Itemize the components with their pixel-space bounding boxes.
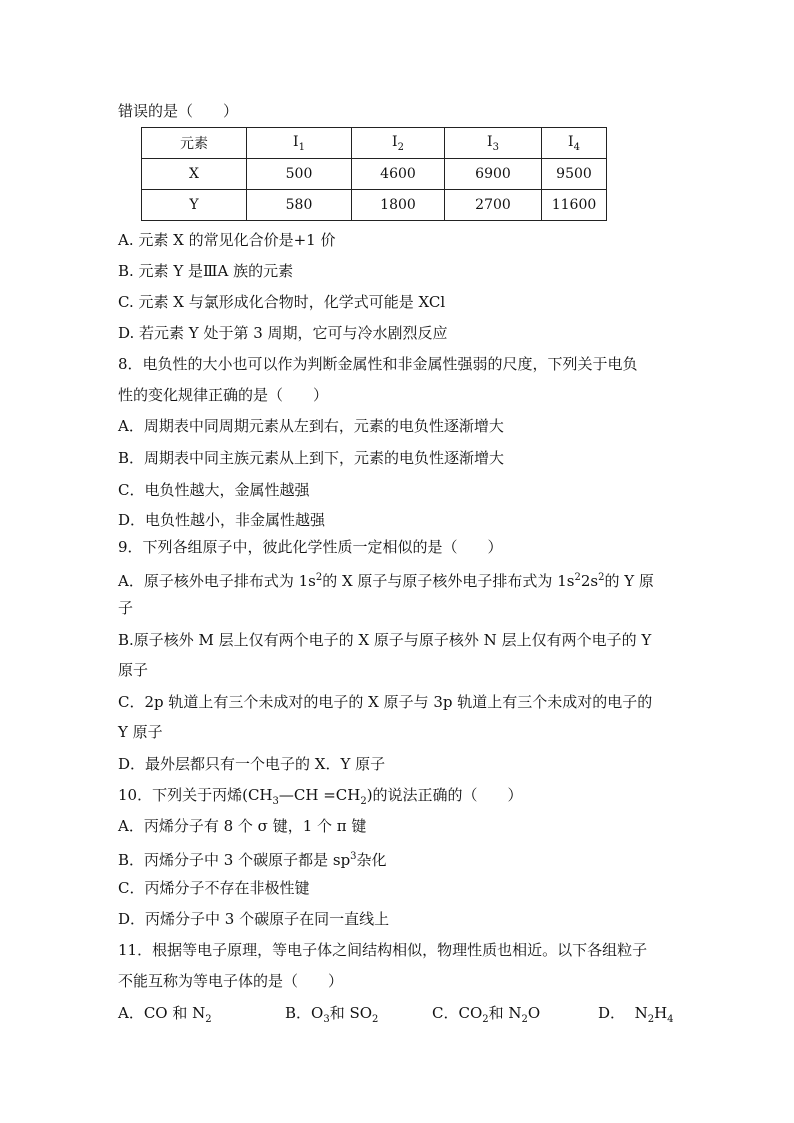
q9-stem: 9．下列各组原子中，彼此化学性质一定相似的是（ ） — [118, 538, 503, 556]
subscript: 3 — [323, 1014, 330, 1025]
q8-option-a: A．周期表中同周期元素从左到右，元素的电负性逐渐增大 — [118, 417, 504, 435]
text-run: 和 N — [488, 1004, 522, 1022]
text-run: B．O — [285, 1004, 324, 1022]
q10-option-a: A．丙烯分子有 8 个 σ 键，1 个 π 键 — [118, 817, 367, 835]
q9-option-b-line-1: B.原子核外 M 层上仅有两个电子的 X 原子与原子核外 N 层上仅有两个电子的 Y — [118, 631, 652, 649]
text-run: 2s — [580, 572, 599, 590]
table-cell: 6900 — [445, 159, 542, 190]
subscript: 1 — [298, 141, 305, 153]
text-run: —CH =CH — [278, 786, 361, 804]
subscript: 2 — [647, 1014, 655, 1025]
ionization-energy-table — [141, 127, 607, 221]
q9-option-a-line-2: 子 — [118, 599, 134, 617]
q8-stem-line-1: 8．电负性的大小也可以作为判断金属性和非金属性强弱的尺度，下列关于电负 — [118, 355, 638, 373]
text-run: 的 X 原子与原子核外电子排布式为 1s — [322, 572, 575, 590]
superscript: 2 — [574, 572, 581, 583]
text-run: B．丙烯分子中 3 个碳原子都是 sp — [118, 851, 351, 869]
superscript: 2 — [315, 572, 323, 583]
q9-option-c-line-1: C．2p 轨道上有三个未成对的电子的 X 原子与 3p 轨道上有三个未成对的电子的 — [118, 693, 653, 711]
subscript: 4 — [667, 1014, 674, 1025]
table-header-cell: 元素 — [142, 128, 247, 159]
table-cell: 580 — [247, 190, 352, 221]
subscript: 2 — [205, 1014, 212, 1025]
text-run: C．CO — [432, 1004, 483, 1022]
q9-option-c-line-2: Y 原子 — [118, 723, 163, 741]
table-cell: 1800 — [352, 190, 445, 221]
q10-option-b — [118, 847, 387, 870]
q8-stem-line-2: 性的变化规律正确的是（ ） — [118, 386, 329, 404]
table-cell: X — [142, 159, 247, 190]
q8-option-c: C．电负性越大，金属性越强 — [118, 481, 310, 499]
q10-option-c: C．丙烯分子不存在非极性键 — [118, 879, 310, 897]
table-row — [142, 190, 607, 221]
subscript: 2 — [360, 796, 367, 807]
text-run: 的 Y 原 — [604, 572, 654, 590]
q11-option-c — [432, 1003, 540, 1030]
table-cell: 2700 — [445, 190, 542, 221]
table-header-row — [142, 128, 607, 159]
subscript: 3 — [272, 796, 279, 807]
q7-option-d: D. 若元素 Y 处于第 3 周期，它可与冷水剧烈反应 — [118, 324, 448, 342]
subscript: 2 — [397, 141, 404, 153]
table-header-cell: $I_1$ — [247, 128, 352, 159]
text-run: H — [654, 1004, 668, 1022]
q11-stem-line-1: 11．根据等电子原理，等电子体之间结构相似，物理性质也相近。以下各组粒子 — [118, 941, 648, 959]
q9-option-d: D．最外层都只有一个电子的 X．Y 原子 — [118, 755, 386, 773]
subscript: 2 — [372, 1014, 379, 1025]
q10-stem — [118, 785, 523, 812]
q7-option-c: C. 元素 X 与氯形成化合物时，化学式可能是 XCl — [118, 293, 446, 311]
text-run: N — [634, 1004, 648, 1022]
table-header-cell: $I_4$ — [542, 128, 607, 159]
q7-option-b: B. 元素 Y 是ⅢA 族的元素 — [118, 262, 294, 280]
table-cell: Y — [142, 190, 247, 221]
subscript: 2 — [482, 1014, 489, 1025]
text-run: A．CO 和 N — [118, 1004, 206, 1022]
text-run: 10．下列关于丙烯(CH — [118, 786, 273, 804]
q7-stem-tail: 错误的是（ ） — [118, 102, 239, 120]
q11-stem-line-2: 不能互称为等电子体的是（ ） — [118, 972, 344, 990]
q11-option-a — [118, 1003, 212, 1030]
text-run: D． — [598, 1004, 626, 1022]
table-header-cell: $I_2$ — [352, 128, 445, 159]
subscript: 3 — [492, 141, 499, 153]
superscript: 2 — [598, 572, 605, 583]
text-run: O — [527, 1004, 541, 1022]
q8-option-b: B．周期表中同主族元素从上到下，元素的电负性逐渐增大 — [118, 449, 505, 467]
table-cell: 500 — [247, 159, 352, 190]
q8-option-d: D．电负性越小，非金属性越强 — [118, 511, 326, 529]
q7-option-a: A. 元素 X 的常见化合价是+1 价 — [118, 231, 336, 249]
table-cell: 4600 — [352, 159, 445, 190]
q10-option-d: D．丙烯分子中 3 个碳原子在同一直线上 — [118, 910, 390, 928]
q11-option-b — [285, 1003, 378, 1030]
text-run: 杂化 — [356, 851, 387, 869]
table-cell: 11600 — [542, 190, 607, 221]
table-cell: 9500 — [542, 159, 607, 190]
q11-option-d — [598, 1003, 674, 1030]
table-header-cell: $I_3$ — [445, 128, 542, 159]
text-run: 和 SO — [329, 1004, 373, 1022]
q9-option-b-line-2: 原子 — [118, 661, 149, 679]
superscript: 3 — [350, 851, 357, 862]
subscript: 2 — [521, 1014, 528, 1025]
q9-option-a-line-1 — [118, 568, 654, 591]
table-row — [142, 159, 607, 190]
text-run: A．原子核外电子排布式为 1s — [118, 572, 316, 590]
text-run: )的说法正确的（ ） — [366, 786, 523, 804]
subscript: 4 — [573, 141, 580, 153]
